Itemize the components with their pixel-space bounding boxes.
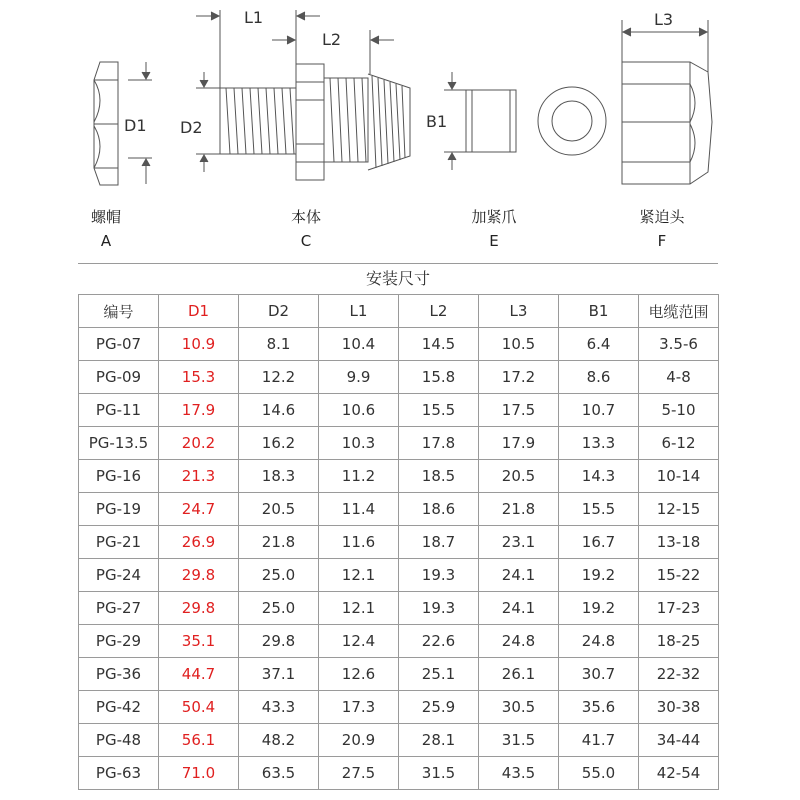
table-cell: 29.8 [159, 559, 239, 592]
spec-table [78, 294, 719, 790]
table-cell: 13-18 [639, 526, 719, 559]
table-cell: 22-32 [639, 658, 719, 691]
dim-label-d2: D2 [180, 118, 203, 137]
table-cell: 26.1 [479, 658, 559, 691]
table-cell: 50.4 [159, 691, 239, 724]
table-cell: 19.3 [399, 559, 479, 592]
table-cell: PG-11 [79, 394, 159, 427]
table-cell: 19.2 [559, 559, 639, 592]
table-cell: 41.7 [559, 724, 639, 757]
table-header-row [79, 295, 719, 328]
table-row [79, 526, 719, 559]
table-cell: 8.6 [559, 361, 639, 394]
table-row [79, 427, 719, 460]
table-cell: 24.8 [479, 625, 559, 658]
table-row [79, 559, 719, 592]
part-letter-c: C [300, 232, 312, 250]
table-cell: PG-36 [79, 658, 159, 691]
part-letter-f: F [657, 232, 667, 250]
table-cell: 20.5 [239, 493, 319, 526]
table-cell: 10.7 [559, 394, 639, 427]
table-cell: PG-48 [79, 724, 159, 757]
table-cell: PG-29 [79, 625, 159, 658]
part-name-c: 本体 [290, 208, 322, 226]
table-cell: 18-25 [639, 625, 719, 658]
table-cell: 24.1 [479, 592, 559, 625]
table-cell: 18.5 [399, 460, 479, 493]
table-cell: 34-44 [639, 724, 719, 757]
table-cell: 48.2 [239, 724, 319, 757]
table-cell: 26.9 [159, 526, 239, 559]
dim-label-l3: L3 [654, 10, 674, 29]
table-cell: 17.3 [319, 691, 399, 724]
table-cell: 3.5-6 [639, 328, 719, 361]
table-cell: PG-21 [79, 526, 159, 559]
table-cell: 18.6 [399, 493, 479, 526]
dim-label-d1: D1 [124, 116, 147, 135]
table-cell: 55.0 [559, 757, 639, 790]
table-cell: 31.5 [399, 757, 479, 790]
table-cell: PG-07 [79, 328, 159, 361]
table-cell: 35.6 [559, 691, 639, 724]
table-cell: 37.1 [239, 658, 319, 691]
table-cell: 25.1 [399, 658, 479, 691]
header-cell: L3 [479, 295, 559, 328]
table-cell: 23.1 [479, 526, 559, 559]
part-letter-a: A [100, 232, 112, 250]
table-cell: 10.3 [319, 427, 399, 460]
table-cell: 30.7 [559, 658, 639, 691]
table-cell: PG-16 [79, 460, 159, 493]
table-cell: 30-38 [639, 691, 719, 724]
table-cell: 8.1 [239, 328, 319, 361]
table-row [79, 592, 719, 625]
table-cell: 10.9 [159, 328, 239, 361]
table-cell: 17.8 [399, 427, 479, 460]
dim-label-l1: L1 [244, 8, 264, 27]
table-cell: 19.2 [559, 592, 639, 625]
table-cell: 31.5 [479, 724, 559, 757]
table-cell: 28.1 [399, 724, 479, 757]
table-cell: 12.6 [319, 658, 399, 691]
header-cell: B1 [559, 295, 639, 328]
header-cell: 编号 [79, 295, 159, 328]
table-cell: PG-24 [79, 559, 159, 592]
table-cell: 11.6 [319, 526, 399, 559]
table-cell: 24.1 [479, 559, 559, 592]
seal-head-drawing [622, 20, 712, 184]
table-row [79, 658, 719, 691]
clamp-drawing [444, 72, 606, 170]
table-cell: 14.5 [399, 328, 479, 361]
table-cell: 9.9 [319, 361, 399, 394]
table-cell: 17.5 [479, 394, 559, 427]
table-row [79, 361, 719, 394]
header-cell: D2 [239, 295, 319, 328]
table-row [79, 625, 719, 658]
table-cell: 21.8 [239, 526, 319, 559]
part-name-a: 螺帽 [90, 208, 122, 226]
table-cell: PG-09 [79, 361, 159, 394]
dim-label-l2: L2 [322, 30, 342, 49]
table-cell: 27.5 [319, 757, 399, 790]
table-cell: PG-27 [79, 592, 159, 625]
table-cell: 17.9 [159, 394, 239, 427]
part-name-f: 紧迫头 [639, 208, 685, 226]
table-cell: 16.2 [239, 427, 319, 460]
table-cell: 12-15 [639, 493, 719, 526]
table-cell: 25.0 [239, 559, 319, 592]
table-cell: 13.3 [559, 427, 639, 460]
table-row [79, 691, 719, 724]
table-cell: 44.7 [159, 658, 239, 691]
table-cell: 17-23 [639, 592, 719, 625]
table-cell: 16.7 [559, 526, 639, 559]
table-cell: 17.2 [479, 361, 559, 394]
table-cell: 10.6 [319, 394, 399, 427]
table-cell: 20.5 [479, 460, 559, 493]
table-row [79, 460, 719, 493]
table-title: 安装尺寸 [365, 269, 430, 288]
header-cell: L1 [319, 295, 399, 328]
header-cell: D1 [159, 295, 239, 328]
table-cell: 6.4 [559, 328, 639, 361]
table-cell: 15.5 [559, 493, 639, 526]
table-row [79, 493, 719, 526]
table-cell: 21.3 [159, 460, 239, 493]
header-cell: 电缆范围 [639, 295, 719, 328]
table-body [79, 328, 719, 790]
table-cell: 71.0 [159, 757, 239, 790]
table-cell: 14.3 [559, 460, 639, 493]
table-cell: 12.1 [319, 592, 399, 625]
table-cell: 24.7 [159, 493, 239, 526]
table-cell: 12.1 [319, 559, 399, 592]
table-cell: 15-22 [639, 559, 719, 592]
table-cell: PG-42 [79, 691, 159, 724]
table-cell: 20.2 [159, 427, 239, 460]
table-cell: 20.9 [319, 724, 399, 757]
table-cell: 10.5 [479, 328, 559, 361]
table-cell: 17.9 [479, 427, 559, 460]
table-cell: 30.5 [479, 691, 559, 724]
table-cell: 15.5 [399, 394, 479, 427]
table-cell: 63.5 [239, 757, 319, 790]
table-cell: PG-19 [79, 493, 159, 526]
table-cell: PG-63 [79, 757, 159, 790]
table-row [79, 328, 719, 361]
table-cell: 10-14 [639, 460, 719, 493]
header-cell: L2 [399, 295, 479, 328]
table-cell: 29.8 [239, 625, 319, 658]
table-cell: 56.1 [159, 724, 239, 757]
part-letter-e: E [489, 232, 499, 250]
table-cell: 15.3 [159, 361, 239, 394]
table-row [79, 757, 719, 790]
table-row [79, 394, 719, 427]
table-cell: 6-12 [639, 427, 719, 460]
table-cell: 12.2 [239, 361, 319, 394]
table-cell: 24.8 [559, 625, 639, 658]
table-row [79, 724, 719, 757]
table-cell: 11.4 [319, 493, 399, 526]
table-cell: 18.3 [239, 460, 319, 493]
part-name-e: 加紧爪 [471, 208, 517, 226]
table-cell: 10.4 [319, 328, 399, 361]
table-cell: 18.7 [399, 526, 479, 559]
table-cell: 21.8 [479, 493, 559, 526]
table-cell: 15.8 [399, 361, 479, 394]
table-cell: 19.3 [399, 592, 479, 625]
body-drawing [196, 10, 410, 180]
table-cell: 42-54 [639, 757, 719, 790]
table-cell: 35.1 [159, 625, 239, 658]
table-cell: PG-13.5 [79, 427, 159, 460]
table-cell: 22.6 [399, 625, 479, 658]
table-cell: 4-8 [639, 361, 719, 394]
table-cell: 43.5 [479, 757, 559, 790]
table-cell: 43.3 [239, 691, 319, 724]
table-cell: 25.0 [239, 592, 319, 625]
table-cell: 14.6 [239, 394, 319, 427]
table-cell: 12.4 [319, 625, 399, 658]
table-cell: 5-10 [639, 394, 719, 427]
table-cell: 25.9 [399, 691, 479, 724]
dim-label-b1: B1 [426, 112, 448, 131]
table-cell: 29.8 [159, 592, 239, 625]
table-cell: 11.2 [319, 460, 399, 493]
